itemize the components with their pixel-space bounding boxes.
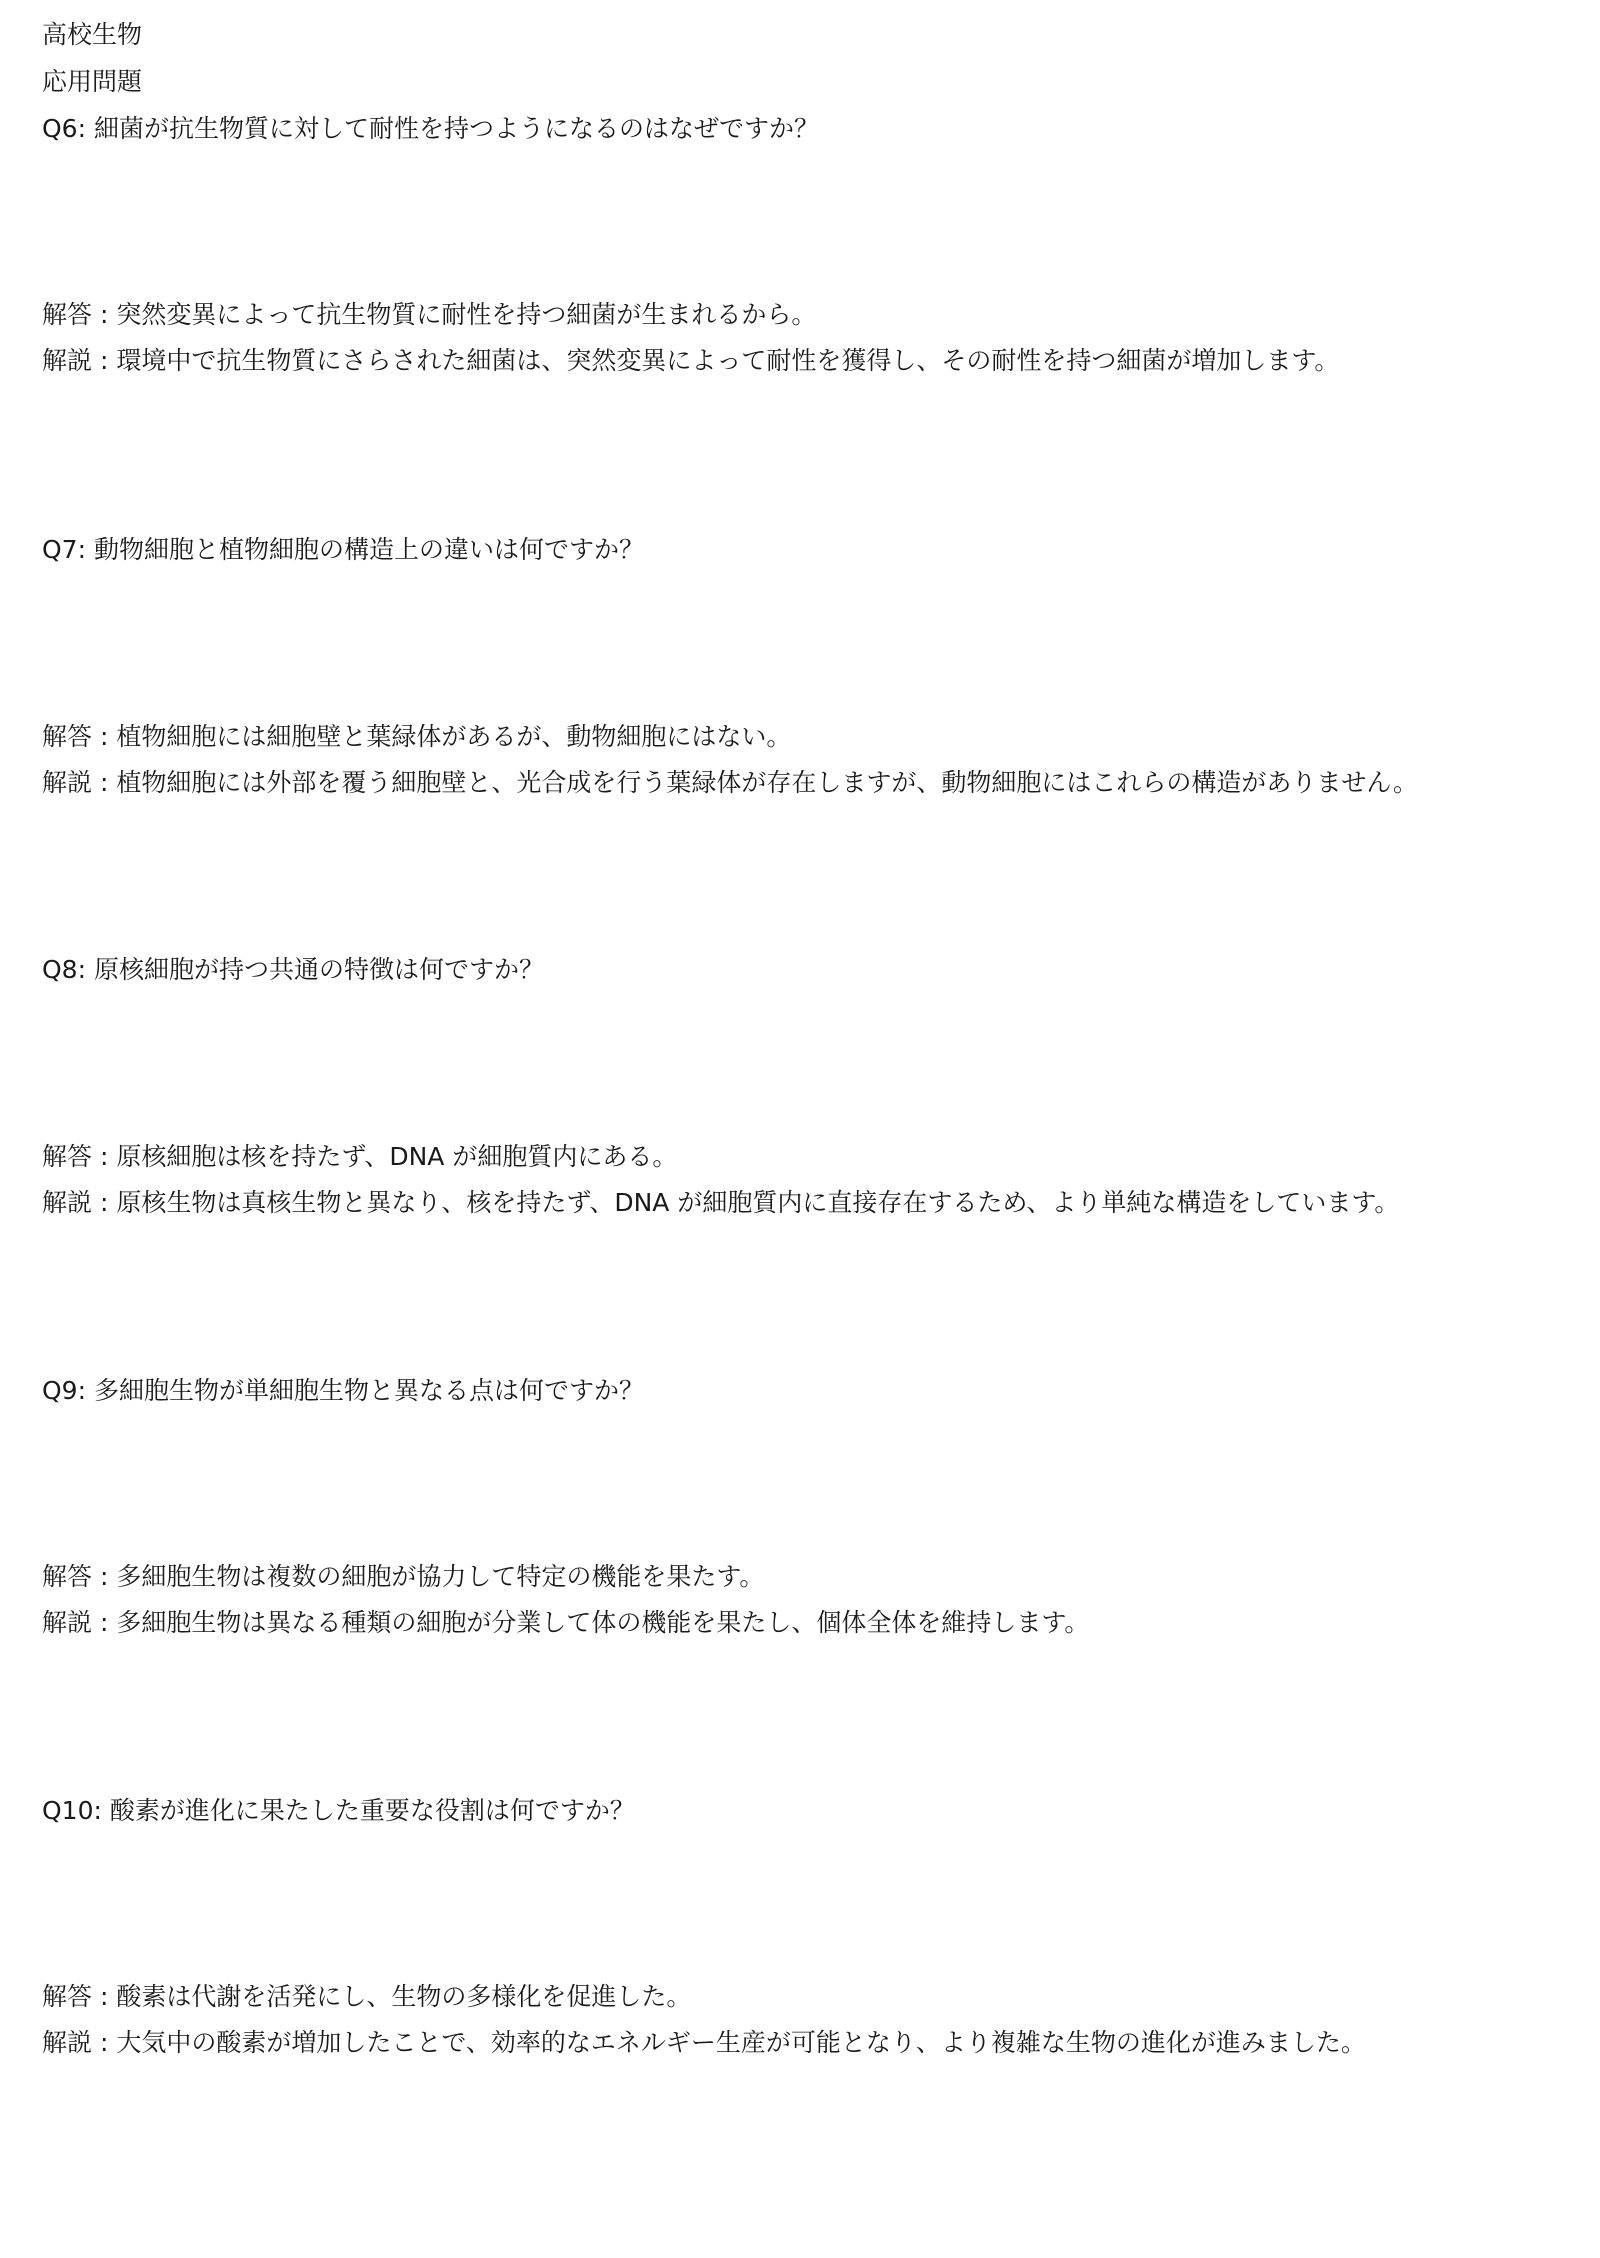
section-title: 応用問題: [42, 67, 143, 96]
answer-q9: 解答 : 多細胞生物は複数の細胞が協力して特定の機能を果たす。: [42, 1562, 765, 1591]
explanation-q10: 解説 : 大気中の酸素が増加したことで、効率的なエネルギー生産が可能となり、より複雑な生物の進化が進みました。: [42, 2028, 1366, 2057]
answer-q6: 解答 : 突然変異によって抗生物質に耐性を持つ細菌が生まれるから。: [42, 300, 817, 329]
question-q8: Q8: 原核細胞が持つ共通の特徴は何ですか？: [42, 955, 544, 984]
question-q9: Q9: 多細胞生物が単細胞生物と異なる点は何ですか？: [42, 1376, 644, 1405]
explanation-q7: 解説 : 植物細胞には外部を覆う細胞壁と、光合成を行う葉緑体が存在しますが、動物細胞にはこれらの構造がありません。: [42, 768, 1418, 797]
explanation-q8: 解説 : 原核生物は真核生物と異なり、核を持たず、DNA が細胞質内に直接存在するため、より単純な構造をしています。: [42, 1188, 1400, 1217]
question-q7: Q7: 動物細胞と植物細胞の構造上の違いは何ですか？: [42, 535, 644, 564]
explanation-q6: 解説 : 環境中で抗生物質にさらされた細菌は、突然変異によって耐性を獲得し、その耐性を持つ細菌が増加します。: [42, 346, 1340, 375]
answer-q10: 解答 : 酸素は代謝を活発にし、生物の多様化を促進した。: [42, 1982, 692, 2011]
question-q6: Q6: 細菌が抗生物質に対して耐性を持つようになるのはなぜですか？: [42, 114, 819, 143]
explanation-q9: 解説 : 多細胞生物は異なる種類の細胞が分業して体の機能を果たし、個体全体を維持します。: [42, 1608, 1090, 1637]
subject-title: 高校生物: [42, 20, 143, 49]
question-q10: Q10: 酸素が進化に果たした重要な役割は何ですか？: [42, 1796, 635, 1825]
answer-q8: 解答 : 原核細胞は核を持たず、DNA が細胞質内にある。: [42, 1142, 678, 1171]
answer-q7: 解答 : 植物細胞には細胞壁と葉緑体があるが、動物細胞にはない。: [42, 722, 792, 751]
